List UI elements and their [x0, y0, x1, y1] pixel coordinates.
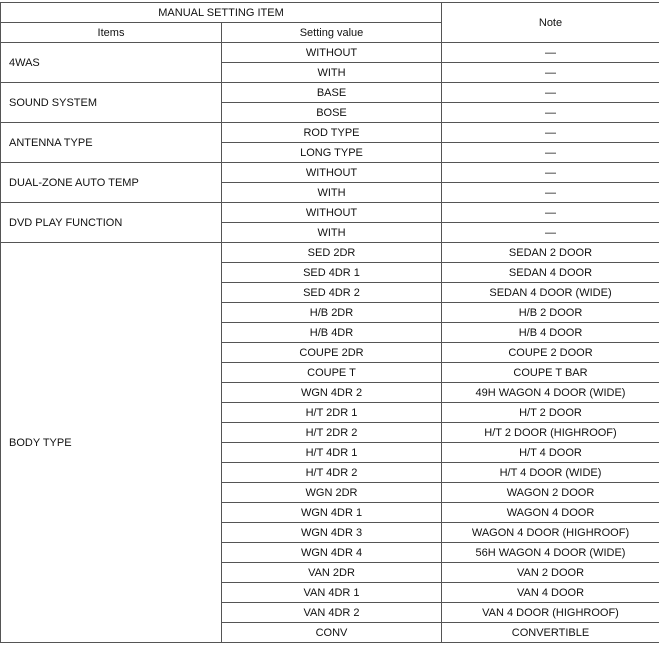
note-cell: COUPE 2 DOOR — [442, 343, 659, 363]
setting-value-cell: SED 2DR — [222, 243, 442, 263]
note-cell: — — [442, 183, 659, 203]
note-cell: — — [442, 143, 659, 163]
manual-setting-table — [0, 2, 659, 643]
note-cell: WAGON 4 DOOR — [442, 503, 659, 523]
item-cell: ANTENNA TYPE — [1, 123, 222, 163]
setting-value-cell: WITHOUT — [222, 163, 442, 183]
setting-value-cell: WGN 4DR 3 — [222, 523, 442, 543]
item-cell: SOUND SYSTEM — [1, 83, 222, 123]
note-cell: CONVERTIBLE — [442, 623, 659, 643]
setting-value-cell: LONG TYPE — [222, 143, 442, 163]
table-row — [1, 83, 659, 103]
item-cell: BODY TYPE — [1, 243, 222, 643]
note-cell: — — [442, 163, 659, 183]
setting-value-cell: H/T 2DR 2 — [222, 423, 442, 443]
note-cell: 49H WAGON 4 DOOR (WIDE) — [442, 383, 659, 403]
setting-value-cell: VAN 4DR 2 — [222, 603, 442, 623]
note-cell: — — [442, 103, 659, 123]
note-cell: H/B 2 DOOR — [442, 303, 659, 323]
note-cell: VAN 4 DOOR — [442, 583, 659, 603]
setting-value-cell: WGN 4DR 2 — [222, 383, 442, 403]
note-cell: VAN 2 DOOR — [442, 563, 659, 583]
table-row — [1, 203, 659, 223]
setting-value-cell: WGN 4DR 4 — [222, 543, 442, 563]
setting-value-cell: SED 4DR 1 — [222, 263, 442, 283]
note-cell: H/T 2 DOOR — [442, 403, 659, 423]
note-cell: WAGON 4 DOOR (HIGHROOF) — [442, 523, 659, 543]
setting-value-cell: BOSE — [222, 103, 442, 123]
setting-value-cell: CONV — [222, 623, 442, 643]
note-cell: H/T 2 DOOR (HIGHROOF) — [442, 423, 659, 443]
note-cell: H/B 4 DOOR — [442, 323, 659, 343]
setting-value-cell: WITH — [222, 223, 442, 243]
note-cell: — — [442, 223, 659, 243]
setting-value-cell: WITH — [222, 63, 442, 83]
note-cell: H/T 4 DOOR — [442, 443, 659, 463]
table-body — [1, 43, 659, 643]
item-cell: 4WAS — [1, 43, 222, 83]
note-cell: SEDAN 2 DOOR — [442, 243, 659, 263]
note-cell: — — [442, 83, 659, 103]
table-row — [1, 243, 659, 263]
setting-value-cell: WGN 2DR — [222, 483, 442, 503]
item-cell: DUAL-ZONE AUTO TEMP — [1, 163, 222, 203]
setting-value-cell: VAN 4DR 1 — [222, 583, 442, 603]
items-header: Items — [1, 23, 222, 43]
note-cell: — — [442, 63, 659, 83]
setting-value-cell: H/T 4DR 2 — [222, 463, 442, 483]
setting-value-cell: H/B 4DR — [222, 323, 442, 343]
setting-value-cell: BASE — [222, 83, 442, 103]
setting-value-cell: WGN 4DR 1 — [222, 503, 442, 523]
note-cell: — — [442, 123, 659, 143]
note-cell: VAN 4 DOOR (HIGHROOF) — [442, 603, 659, 623]
setting-value-cell: SED 4DR 2 — [222, 283, 442, 303]
note-cell: WAGON 2 DOOR — [442, 483, 659, 503]
manual-setting-item-header: MANUAL SETTING ITEM — [1, 3, 442, 23]
note-cell: — — [442, 203, 659, 223]
setting-value-header: Setting value — [222, 23, 442, 43]
note-cell: SEDAN 4 DOOR — [442, 263, 659, 283]
note-cell: SEDAN 4 DOOR (WIDE) — [442, 283, 659, 303]
note-cell: — — [442, 43, 659, 63]
setting-value-cell: WITHOUT — [222, 43, 442, 63]
setting-value-cell: COUPE 2DR — [222, 343, 442, 363]
setting-value-cell: COUPE T — [222, 363, 442, 383]
note-cell: H/T 4 DOOR (WIDE) — [442, 463, 659, 483]
note-header: Note — [442, 3, 659, 43]
item-cell: DVD PLAY FUNCTION — [1, 203, 222, 243]
setting-value-cell: VAN 2DR — [222, 563, 442, 583]
setting-value-cell: H/B 2DR — [222, 303, 442, 323]
setting-value-cell: H/T 2DR 1 — [222, 403, 442, 423]
table-row — [1, 163, 659, 183]
note-cell: 56H WAGON 4 DOOR (WIDE) — [442, 543, 659, 563]
table-row — [1, 43, 659, 63]
setting-value-cell: H/T 4DR 1 — [222, 443, 442, 463]
setting-value-cell: ROD TYPE — [222, 123, 442, 143]
setting-value-cell: WITHOUT — [222, 203, 442, 223]
setting-value-cell: WITH — [222, 183, 442, 203]
table-row — [1, 123, 659, 143]
note-cell: COUPE T BAR — [442, 363, 659, 383]
